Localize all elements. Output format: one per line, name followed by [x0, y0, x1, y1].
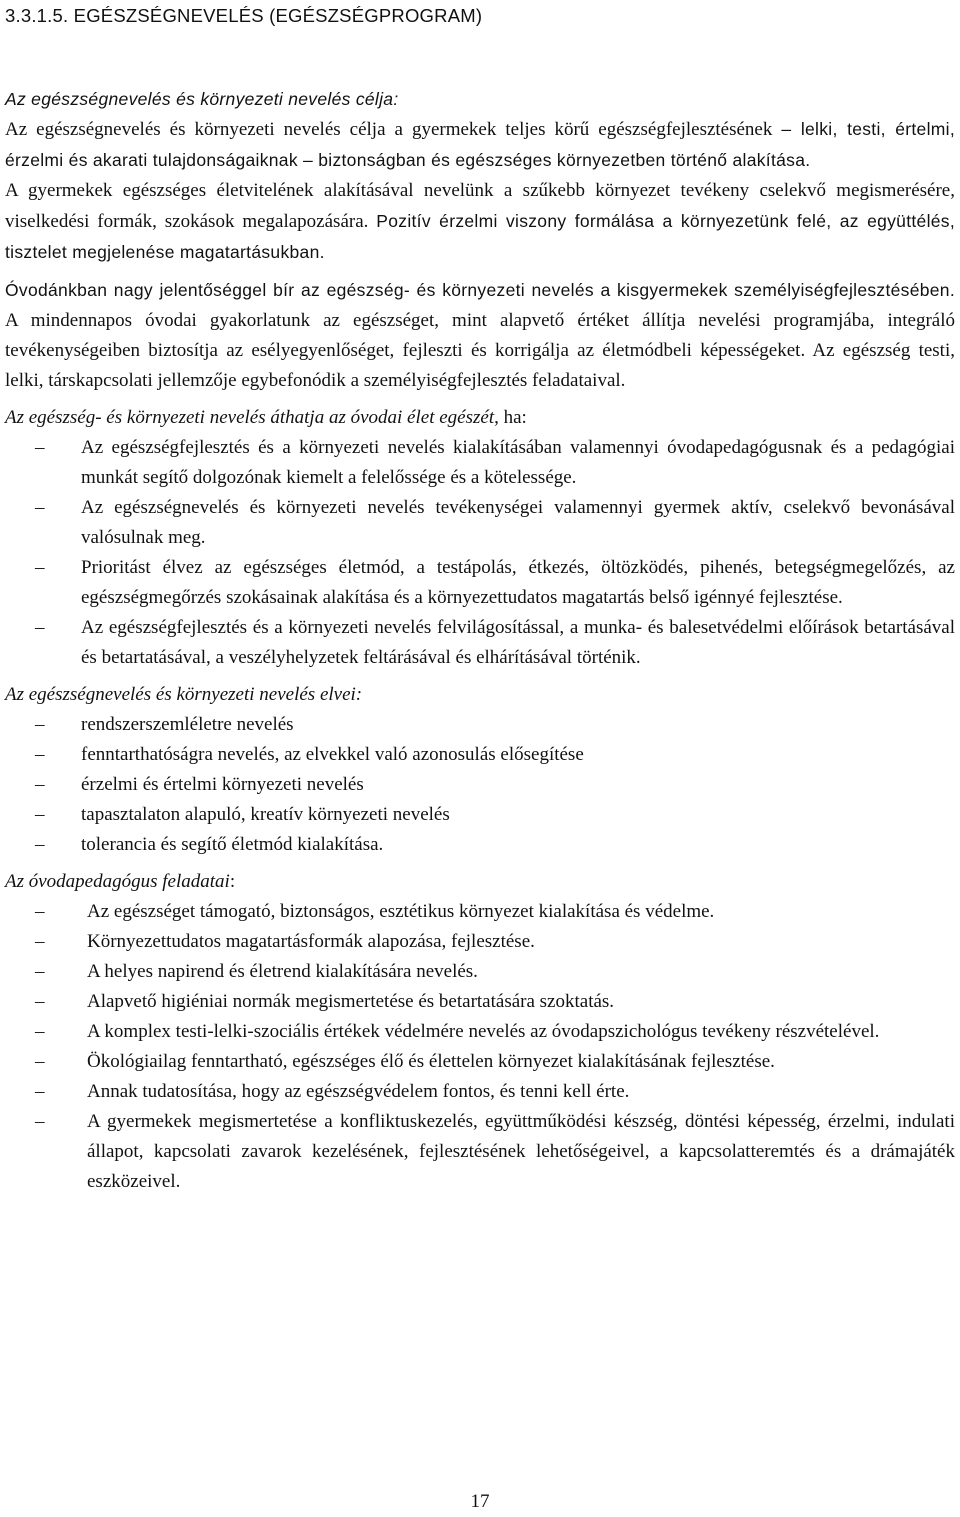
- list-item: [5, 800, 955, 830]
- list-item-text: érzelmi és értelmi környezeti nevelés: [81, 774, 364, 795]
- tasks-title: Az óvodapedagógus feladatai: [5, 871, 230, 892]
- dash-bullet: –: [35, 744, 45, 765]
- list-item-text: A komplex testi-lelki-szociális értékek védelmére nevelés az óvodapszichológus tevékeny részvételével.: [87, 1021, 880, 1042]
- pervades-list: [5, 433, 955, 673]
- dash-bullet: –: [35, 901, 45, 922]
- goal-title: Az egészségnevelés és környezeti nevelés célja:: [5, 89, 399, 109]
- dash-bullet: –: [35, 834, 45, 855]
- list-item: [5, 897, 955, 927]
- goal-text-sans: – lelki, testi, értelmi, érzelmi és akarati tulajdonságaiknak – biztonságban és egészséges környezetben történő alakítása.: [5, 119, 956, 170]
- list-item-text: Az egészségnevelés és környezeti nevelés tevékenységei valamennyi gyermek aktív, cselekvő bevonásával valósulnak meg.: [81, 497, 955, 548]
- list-item-text: Prioritást élvez az egészséges életmód, a testápolás, étkezés, öltözködés, pihenés, betegségmegelőzés, az egészségmegőrzés szokásainak alakítása és a környezettudatos magatartás belső igénnyé fejlesztése.: [81, 557, 955, 608]
- dash-bullet: –: [35, 437, 45, 458]
- list-item-text: A helyes napirend és életrend kialakítására nevelés.: [87, 961, 478, 982]
- dash-bullet: –: [35, 991, 45, 1012]
- list-item-text: A gyermekek megismertetése a konfliktuskezelés, együttműködési készség, döntési képesség, érzelmi, indulati állapot, kapcsolati zavarok kezelésének, fejlesztésének lehetőségeivel, a kapcsolatteremtés és a drámajáték eszközeivel.: [87, 1111, 955, 1192]
- kindergarten-text-sans: Óvodánkban nagy jelentőséggel bír az egészség- és környezeti nevelés a kisgyermekek személyiségfejlesztésében.: [5, 280, 955, 300]
- list-item: [5, 1047, 955, 1077]
- list-item: [5, 927, 955, 957]
- list-item-text: tolerancia és segítő életmód kialakítása.: [81, 834, 384, 855]
- pervades-heading: [5, 403, 955, 433]
- list-item: [5, 1107, 955, 1197]
- lifestyle-text: A gyermekek egészséges életvitelének alakításával nevelünk a szűkebb környezet tevékeny cselekvő megismerésére, viselkedési formák, szokások megalapozására.: [5, 180, 955, 232]
- lifestyle-text-sans: Pozitív érzelmi viszony formálása a környezetünk felé, az együttélés, tisztelet megjelenése magatartásukban.: [5, 211, 956, 262]
- dash-bullet: –: [35, 1081, 45, 1102]
- document-page: [5, 2, 955, 1197]
- list-item-text: Az egészségfejlesztés és a környezeti nevelés felvilágosítással, a munka- és balesetvédelmi előírások betartásával és betartatásával, a veszélyhelyzetek feltárásával és elhárításával történik.: [81, 617, 955, 668]
- dash-bullet: –: [35, 804, 45, 825]
- list-item: [5, 740, 955, 770]
- list-item-text: Ökológiailag fenntartható, egészséges élő és élettelen környezet kialakításának fejlesztése.: [87, 1051, 775, 1072]
- list-item-text: Az egészségfejlesztés és a környezeti nevelés kialakításában valamennyi óvodapedagógusnak és a pedagógiai munkát segítő dolgozónak kiemelt a felelőssége és a kötelessége.: [81, 437, 955, 488]
- dash-bullet: –: [35, 617, 45, 638]
- dash-bullet: –: [35, 774, 45, 795]
- dash-bullet: –: [35, 961, 45, 982]
- dash-bullet: –: [35, 931, 45, 952]
- list-item: [5, 710, 955, 740]
- tasks-list: [5, 897, 955, 1197]
- lifestyle-paragraph: [5, 176, 955, 268]
- list-item: [5, 830, 955, 860]
- section-heading: 3.3.1.5. EGÉSZSÉGNEVELÉS (EGÉSZSÉGPROGRAM): [5, 5, 483, 26]
- list-item-text: rendszerszemléletre nevelés: [81, 714, 294, 735]
- kindergarten-paragraph: [5, 275, 955, 396]
- pervades-suffix: , ha:: [494, 407, 527, 428]
- list-item: [5, 553, 955, 613]
- pervades-title: Az egészség- és környezeti nevelés áthatja az óvodai élet egészét: [5, 407, 495, 428]
- list-item-text: Az egészséget támogató, biztonságos, esztétikus környezet kialakítása és védelme.: [87, 901, 715, 922]
- list-item: [5, 957, 955, 987]
- list-item-text: Környezettudatos magatartásformák alapozása, fejlesztése.: [87, 931, 535, 952]
- principles-title: Az egészségnevelés és környezeti nevelés elvei:: [5, 684, 363, 705]
- list-item-text: tapasztalaton alapuló, kreatív környezeti nevelés: [81, 804, 450, 825]
- list-item-text: Annak tudatosítása, hogy az egészségvédelem fontos, és tenni kell érte.: [87, 1081, 630, 1102]
- goal-paragraph: [5, 114, 955, 176]
- list-item: [5, 613, 955, 673]
- list-item-text: fenntarthatóságra nevelés, az elvekkel való azonosulás elősegítése: [81, 744, 584, 765]
- list-item: [5, 987, 955, 1017]
- principles-list: [5, 710, 955, 860]
- dash-bullet: –: [35, 557, 45, 578]
- dash-bullet: –: [35, 1111, 45, 1132]
- list-item-text: Alapvető higiéniai normák megismertetése és betartatására szoktatás.: [87, 991, 615, 1012]
- dash-bullet: –: [35, 1051, 45, 1072]
- goal-text-serif: Az egészségnevelés és környezeti nevelés célja a gyermekek teljes körű egészségfejlesztésének: [5, 119, 773, 140]
- tasks-heading: [5, 867, 955, 897]
- dash-bullet: –: [35, 497, 45, 518]
- tasks-suffix: :: [229, 871, 236, 892]
- page-number: 17: [470, 1491, 490, 1512]
- kindergarten-text: A mindennapos óvodai gyakorlatunk az egészséget, mint alapvető értéket állítja nevelési programjába, integráló tevékenységeiben biztosítja az esélyegyenlőséget, fejleszti és korrigálja az életmódbeli képességeket. Az egészség testi, lelki, társkapcsolati jellemzője egybefonódik a személyiségfejlesztés feladataival.: [5, 310, 955, 391]
- list-item: [5, 770, 955, 800]
- dash-bullet: –: [35, 714, 45, 735]
- list-item: [5, 433, 955, 493]
- dash-bullet: –: [35, 1021, 45, 1042]
- list-item: [5, 493, 955, 553]
- list-item: [5, 1017, 955, 1047]
- list-item: [5, 1077, 955, 1107]
